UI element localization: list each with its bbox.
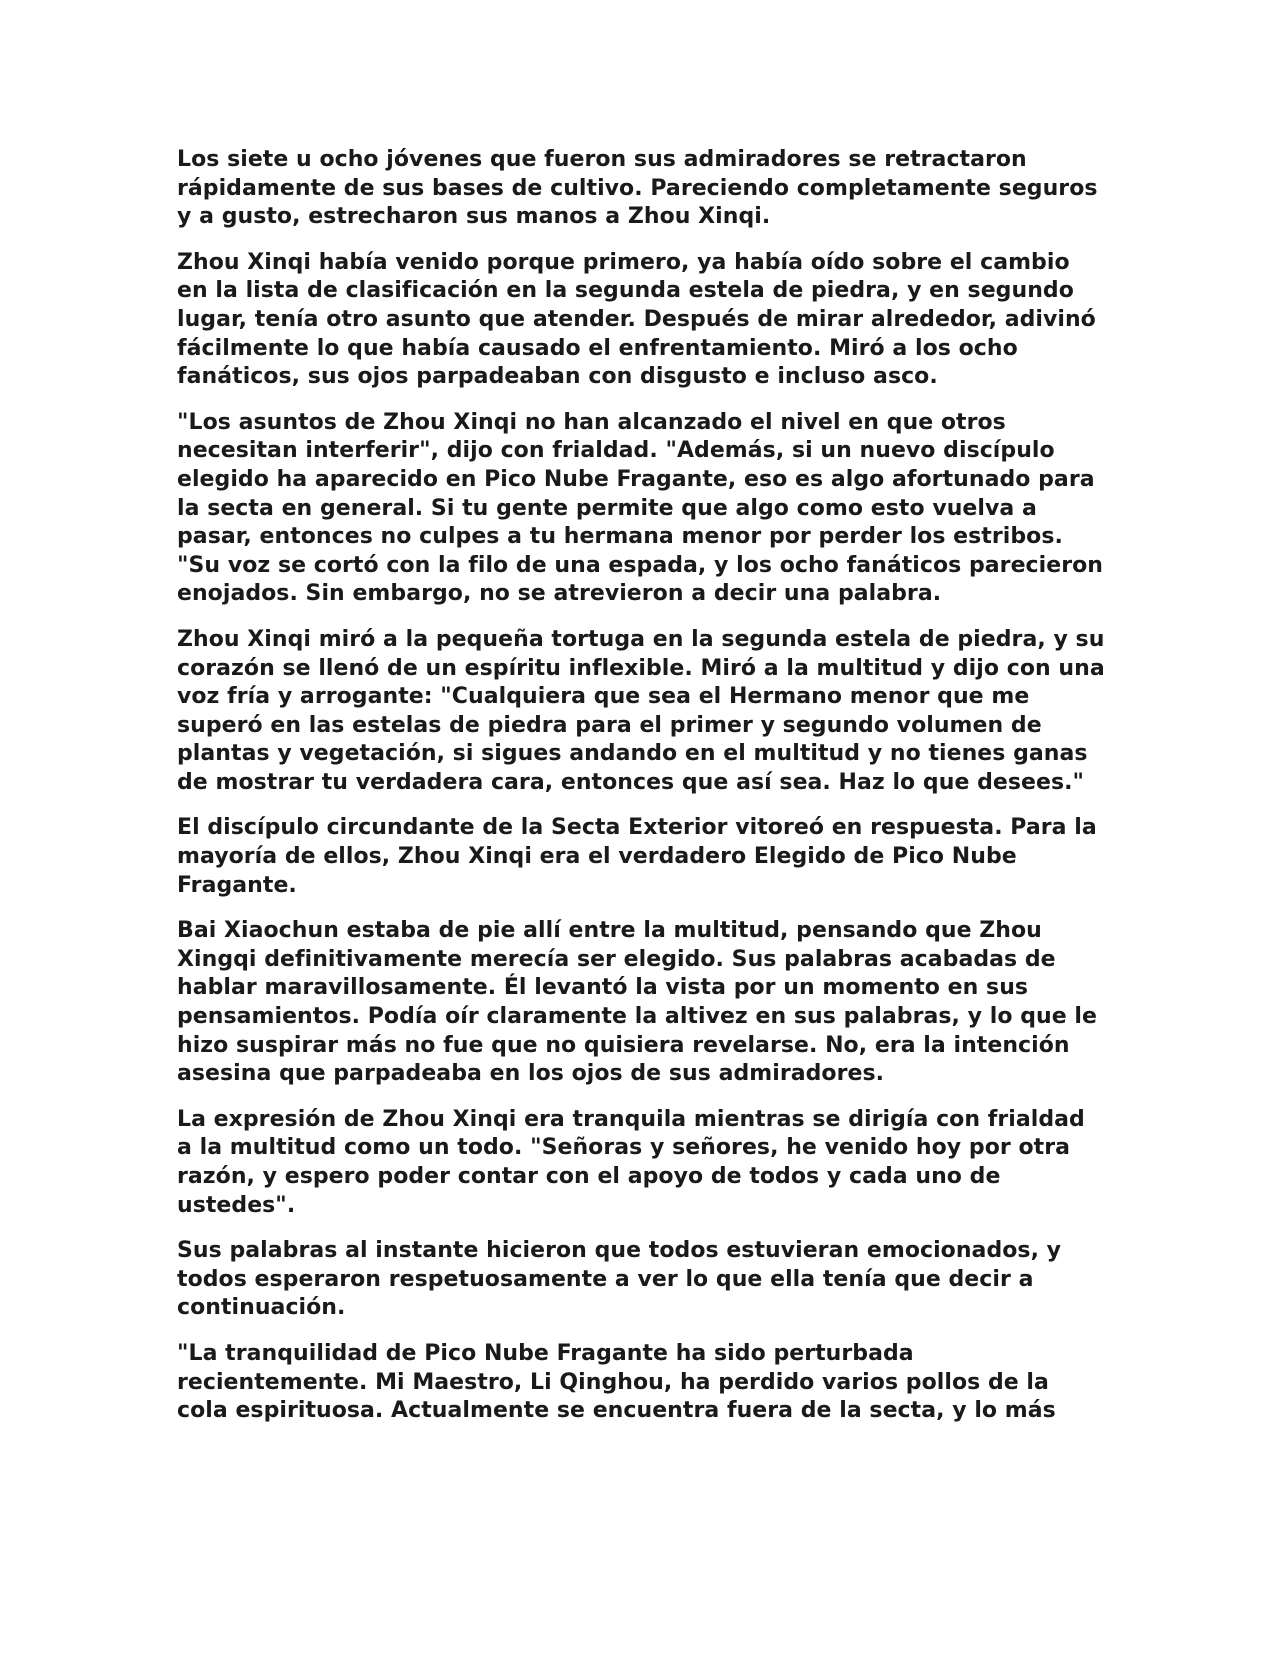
paragraph-6: Bai Xiaochun estaba de pie allí entre la multitud, pensando que Zhou Xingqi definitivamente merecía ser elegido. Sus palabras acabadas de hablar maravillosamente. Él levantó la vista por un momento en sus pensamientos. Podía oír claramente la altivez en sus palabras, y lo que le hizo suspirar más no fue que no quisiera revelarse. No, era la intención asesina que parpadeaba en los ojos de sus admiradores.: [177, 918, 1097, 1087]
paragraph-7: La expresión de Zhou Xinqi era tranquila mientras se dirigía con frialdad a la multitud como un todo. "Señoras y señores, he venido hoy por otra razón, y espero poder contar con el apoyo de todos y cada uno de ustedes".: [177, 1106, 1085, 1218]
paragraph-8: Sus palabras al instante hicieron que todos estuvieran emocionados, y todos esperaron respetuosamente a ver lo que ella tenía que decir a continuación.: [177, 1238, 1062, 1321]
paragraph-9: "La tranquilidad de Pico Nube Fragante ha sido perturbada recientemente. Mi Maestro, Li Qinghou, ha perdido varios pollos de la cola espirituosa. Actualmente se encuentra fuera de la secta, y lo más: [177, 1340, 1056, 1424]
paragraph-5: El discípulo circundante de la Secta Exterior vitoreó en respuesta. Para la mayoría de ellos, Zhou Xinqi era el verdadero Elegido de Pico Nube Fragante.: [177, 815, 1097, 898]
paragraph-4: Zhou Xinqi miró a la pequeña tortuga en la segunda estela de piedra, y su corazón se llenó de un espíritu inflexible. Miró a la multitud y dijo con una voz fría y arrogante: "Cualquiera que sea el Hermano menor que me superó en las estelas de piedra para el primer y segundo volumen de plantas y vegetación, si sigues andando en el multitud y no tienes ganas de mostrar tu verdadera cara, entonces que así sea. Haz lo que desees.": [177, 626, 1105, 795]
paragraph-1: Los siete u ocho jóvenes que fueron sus admiradores se retractaron rápidamente de sus bases de cultivo. Pareciendo completamente seguros y a gusto, estrecharon sus manos a Zhou Xinqi.: [177, 147, 1098, 230]
paragraph-2: Zhou Xinqi había venido porque primero, ya había oído sobre el cambio en la lista de clasificación en la segunda estela de piedra, y en segundo lugar, tenía otro asunto que atender. Después de mirar alrededor, adivinó fácilmente lo que había causado el enfrentamiento. Miró a los ocho fanáticos, sus ojos parpadeaban con disgusto e incluso asco.: [177, 249, 1096, 390]
paragraph-3: "Los asuntos de Zhou Xinqi no han alcanzado el nivel en que otros necesitan interferir", dijo con frialdad. "Además, si un nuevo discípulo elegido ha aparecido en Pico Nube Fragante, eso es algo afortunado para la secta en general. Si tu gente permite que algo como esto vuelva a pasar, entonces no culpes a tu hermana menor por perder los estribos. "Su voz se cortó con la filo de una espada, y los ocho fanáticos parecieron enojados. Sin embargo, no se atrevieron a decir una palabra.: [177, 409, 1103, 607]
document-page: [177, 146, 1107, 1443]
